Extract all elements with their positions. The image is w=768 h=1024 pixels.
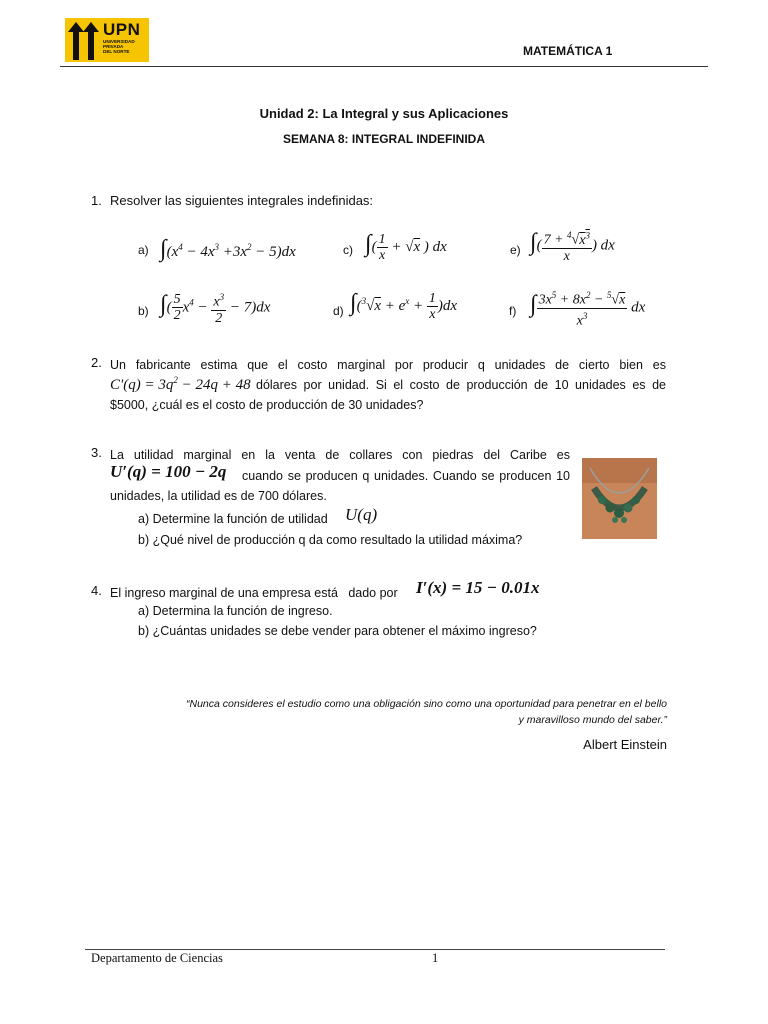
upn-logo — [65, 18, 149, 62]
logo-subtitle: UNIVERSIDAD PRIVADA DEL NORTE — [103, 39, 135, 54]
q2-number: 2. — [91, 355, 102, 370]
integral-a: $\int(x^4 - 4x^3 +3x^2 - 5)dx$ — [160, 236, 296, 262]
q1-label-a: a) — [138, 243, 149, 257]
page-number: 1 — [432, 951, 439, 965]
q4-number: 4. — [91, 583, 102, 598]
q4-formula: I′(x) = 15 − 0.01x — [416, 578, 540, 597]
logo-text: UPN — [103, 20, 141, 39]
q1-label-e: e) — [510, 243, 521, 257]
q3-line1: La utilidad marginal en la venta de collares con piedras del Caribe es — [110, 448, 570, 462]
q1-text: Resolver las siguientes integrales indefinidas: — [110, 193, 374, 208]
q3-formula: U′(q) = 100 − 2q — [110, 462, 227, 481]
necklace-photo — [582, 458, 657, 539]
week-title: SEMANA 8: INTEGRAL INDEFINIDA — [282, 132, 485, 146]
integral-c: ∫( $\frac{1}{x}$ + √x ) dx — [365, 231, 447, 264]
q2-line2: dólares por unidad. Si el costo de producción de 10 unidades es de — [256, 378, 666, 392]
q2-line1: Un fabricante estima que el costo marginal por producir q unidades de cierto bien es — [110, 358, 666, 372]
q3-line3: unidades, la utilidad es de 700 dólares. — [110, 489, 327, 503]
q2-formula: $C'(q) = 3q^2 - 24q + 48$ — [110, 375, 251, 393]
upn-arrow-logo-icon — [66, 18, 102, 62]
header-divider — [60, 66, 708, 67]
q2-line3: $5000, ¿cuál es el costo de producción de 30 unidades? — [110, 398, 424, 412]
q3-number: 3. — [91, 445, 102, 460]
integral-b: ∫( $\frac{5}{2}$ $x^4$ − $\frac{x^3}{2}$ − 7)dx — [160, 291, 271, 326]
footer-department: Departamento de Ciencias — [91, 951, 223, 965]
q1-label-d: d) — [333, 304, 344, 318]
quote — [100, 696, 667, 728]
q1-label-b: b) — [138, 304, 149, 318]
footer-divider — [85, 949, 665, 950]
q4-line1: El ingreso marginal de una empresa está dado por — [110, 586, 398, 600]
integral-e: ∫( $\frac{7 + ^4√x^3}{x}$ ) dx — [530, 229, 615, 264]
q3-item-a-formula: U(q) — [345, 505, 378, 524]
quote-line2: y maravilloso mundo del saber.” — [518, 714, 667, 726]
q1-label-c: c) — [343, 243, 353, 257]
quote-line1: “Nunca consideres el estudio como una obligación sino como una oportunidad para penetrar en el bello — [186, 698, 667, 710]
q4-item-a: a) Determina la función de ingreso. — [138, 604, 333, 618]
q1-number: 1. — [91, 193, 102, 208]
course-title: MATEMÁTICA 1 — [523, 44, 613, 58]
q3-line2: cuando se producen q unidades. Cuando se producen 10 — [242, 469, 570, 483]
q3-item-b: b) ¿Qué nivel de producción q da como resultado la utilidad máxima? — [138, 533, 523, 547]
integral-d: $\int(^3√x + e^x$ + $\frac{1}{x}$ )dx — [350, 290, 458, 323]
q4-item-b: b) ¿Cuántas unidades se debe vender para obtener el máximo ingreso? — [138, 624, 537, 638]
q3-item-a: a) Determine la función de utilidad — [138, 512, 328, 526]
unit-title: Unidad 2: La Integral y sus Aplicaciones — [259, 106, 509, 121]
quote-author: Albert Einstein — [583, 737, 667, 752]
q1-label-f: f) — [509, 304, 517, 318]
integral-f: ∫ $\frac{3x^5 + 8x^2 - ^5√x}{x^3}$ dx — [530, 290, 646, 329]
